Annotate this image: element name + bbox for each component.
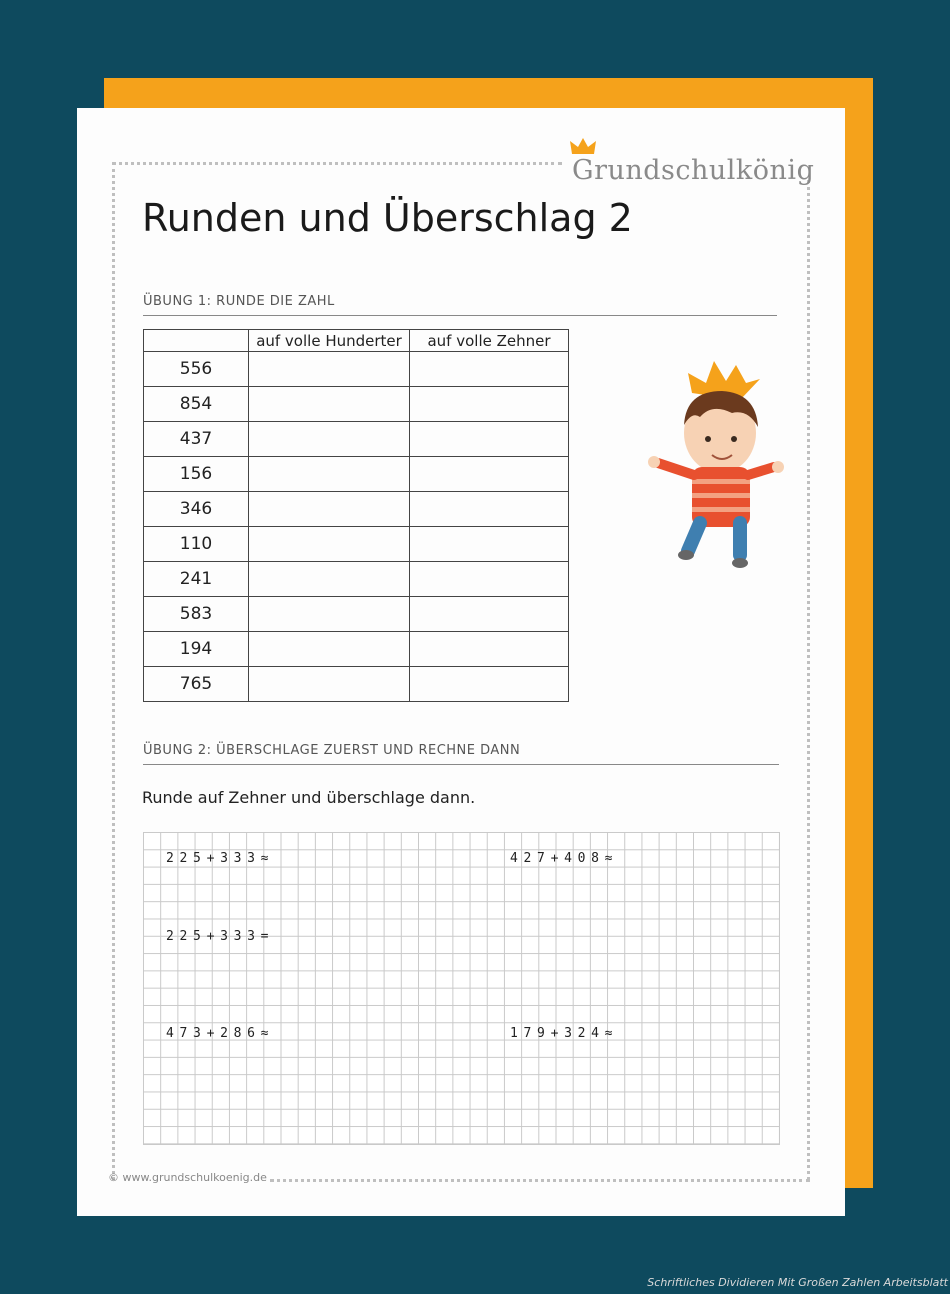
number-cell: 110 — [144, 527, 249, 562]
table-row — [144, 457, 569, 492]
number-cell: 346 — [144, 492, 249, 527]
table-row — [144, 667, 569, 702]
boy-with-crown-illustration — [640, 355, 785, 575]
answer-cell-tens[interactable] — [410, 352, 569, 387]
answer-cell-tens[interactable] — [410, 457, 569, 492]
exercise1-rule — [143, 315, 777, 316]
table-row — [144, 562, 569, 597]
answer-cell-tens[interactable] — [410, 492, 569, 527]
table-header-hundreds: auf volle Hunderter — [249, 330, 410, 352]
answer-cell-hundreds[interactable] — [249, 597, 410, 632]
math-grid-paper[interactable] — [143, 832, 780, 1145]
number-cell: 241 — [144, 562, 249, 597]
dotted-border-bottom — [270, 1179, 810, 1182]
logo-text: Grundschulkönig — [572, 155, 815, 186]
exercise1-label: ÜBUNG 1: RUNDE DIE ZAHL — [143, 294, 335, 309]
number-cell: 437 — [144, 422, 249, 457]
answer-cell-hundreds[interactable] — [249, 422, 410, 457]
image-caption: Schriftliches Dividieren Mit Großen Zahlen Arbeitsblatt — [647, 1276, 948, 1289]
number-cell: 583 — [144, 597, 249, 632]
answer-cell-tens[interactable] — [410, 527, 569, 562]
answer-cell-tens[interactable] — [410, 562, 569, 597]
page-title: Runden und Überschlag 2 — [142, 196, 633, 240]
dotted-border-left — [112, 162, 115, 1180]
table-row — [144, 597, 569, 632]
rounding-table — [143, 329, 569, 702]
table-row — [144, 352, 569, 387]
task-225-333-exact: 225+333= — [166, 929, 275, 944]
table-row — [144, 492, 569, 527]
exercise2-rule — [143, 764, 779, 765]
table-header-empty — [144, 330, 249, 352]
answer-cell-hundreds[interactable] — [249, 632, 410, 667]
footer-copyright: © www.grundschulkoenig.de — [108, 1171, 267, 1184]
task-473-286-estimate: 473+286≈ — [166, 1026, 275, 1041]
number-cell: 556 — [144, 352, 249, 387]
table-header-tens: auf volle Zehner — [410, 330, 569, 352]
answer-cell-hundreds[interactable] — [249, 352, 410, 387]
answer-cell-tens[interactable] — [410, 667, 569, 702]
answer-cell-tens[interactable] — [410, 597, 569, 632]
answer-cell-hundreds[interactable] — [249, 387, 410, 422]
dotted-border-top — [112, 162, 562, 165]
answer-cell-hundreds[interactable] — [249, 492, 410, 527]
answer-cell-hundreds[interactable] — [249, 562, 410, 597]
exercise2-label: ÜBUNG 2: ÜBERSCHLAGE ZUERST UND RECHNE DANN — [143, 743, 521, 758]
number-cell: 156 — [144, 457, 249, 492]
answer-cell-tens[interactable] — [410, 422, 569, 457]
answer-cell-hundreds[interactable] — [249, 667, 410, 702]
dotted-border-right — [807, 180, 810, 1180]
answer-cell-tens[interactable] — [410, 632, 569, 667]
task-225-333-estimate: 225+333≈ — [166, 851, 275, 866]
answer-cell-hundreds[interactable] — [249, 457, 410, 492]
exercise2-instruction: Runde auf Zehner und überschlage dann. — [142, 788, 476, 807]
table-header-row — [144, 330, 569, 352]
table-row — [144, 422, 569, 457]
answer-cell-tens[interactable] — [410, 387, 569, 422]
task-427-408-estimate: 427+408≈ — [510, 851, 619, 866]
answer-cell-hundreds[interactable] — [249, 527, 410, 562]
number-cell: 854 — [144, 387, 249, 422]
task-179-324-estimate: 179+324≈ — [510, 1026, 619, 1041]
number-cell: 194 — [144, 632, 249, 667]
crown-icon — [570, 138, 596, 156]
number-cell: 765 — [144, 667, 249, 702]
brand-logo — [570, 138, 814, 184]
table-row — [144, 387, 569, 422]
table-row — [144, 632, 569, 667]
table-row — [144, 527, 569, 562]
